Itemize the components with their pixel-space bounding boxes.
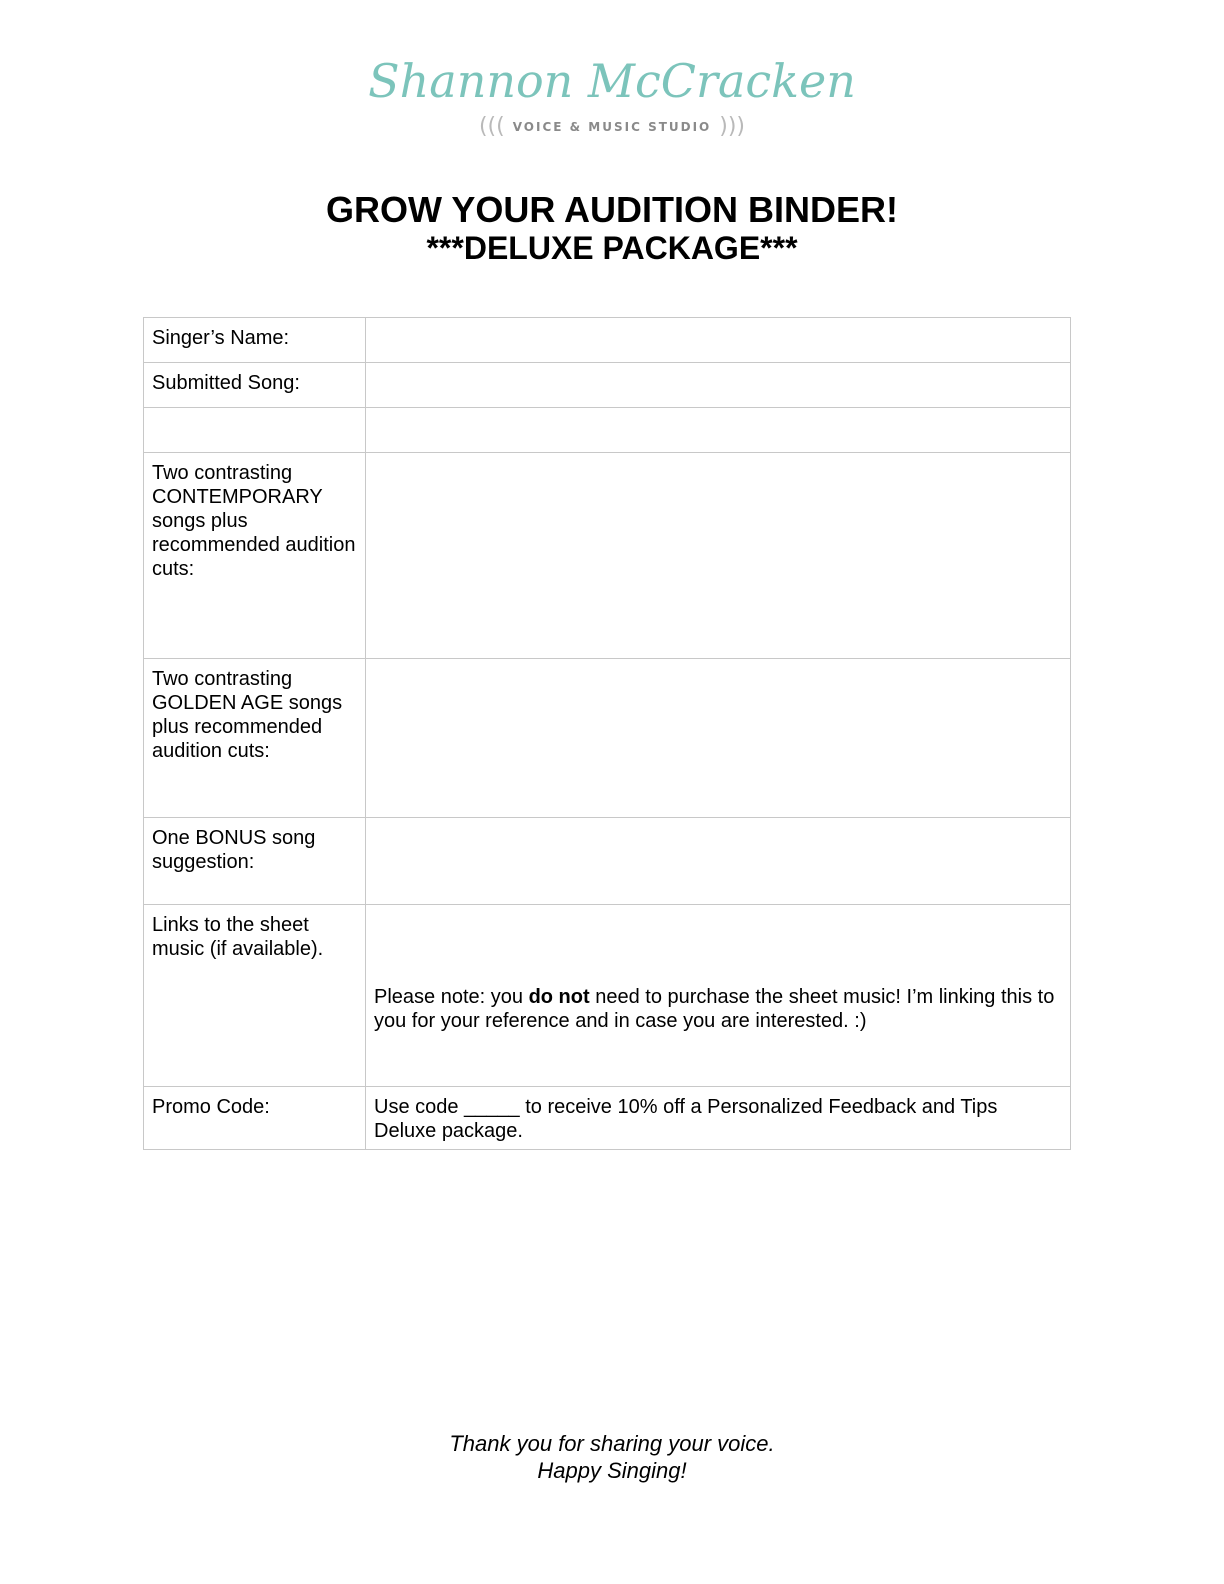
table-row [144, 453, 1071, 659]
footer-message [0, 1430, 1224, 1484]
logo-tagline: VOICE & MUSIC STUDIO [512, 120, 712, 134]
table-row [144, 408, 1071, 453]
golden-age-songs-field[interactable] [366, 659, 1071, 818]
footer-happy-singing: Happy Singing! [537, 1458, 687, 1483]
sheet-music-links-label: Links to the sheet music (if available). [144, 905, 366, 1087]
sound-wave-right-icon: ))) [719, 114, 746, 139]
blank-label [144, 408, 366, 453]
studio-logo [0, 50, 1224, 138]
promo-code-text: Use code _____ to receive 10% off a Personalized Feedback and Tips Deluxe package. [366, 1087, 1071, 1150]
sheet-music-links-field[interactable] [366, 905, 1071, 1087]
golden-age-songs-label: Two contrasting GOLDEN AGE songs plus recommended audition cuts: [144, 659, 366, 818]
bonus-song-field[interactable] [366, 818, 1071, 905]
table-row [144, 1087, 1071, 1150]
promo-code-label: Promo Code: [144, 1087, 366, 1150]
table-row [144, 905, 1071, 1087]
logo-tagline-wrap [479, 116, 745, 138]
logo-script-name: Shannon McCracken [368, 54, 856, 108]
binder-form-table [143, 317, 1071, 1150]
sheet-music-note [374, 985, 1062, 1033]
singer-name-label: Singer’s Name: [144, 318, 366, 363]
blank-field[interactable] [366, 408, 1071, 453]
contemporary-songs-field[interactable] [366, 453, 1071, 659]
bonus-song-label: One BONUS song suggestion: [144, 818, 366, 905]
footer-thank-you: Thank you for sharing your voice. [449, 1431, 775, 1456]
table-row [144, 363, 1071, 408]
note-text-before: Please note: you [374, 986, 529, 1008]
table-row [144, 818, 1071, 905]
page-title: GROW YOUR AUDITION BINDER! [326, 189, 898, 230]
submitted-song-field[interactable] [366, 363, 1071, 408]
table-row [144, 318, 1071, 363]
submitted-song-label: Submitted Song: [144, 363, 366, 408]
note-text-bold: do not [528, 986, 590, 1008]
page-subtitle: ***DELUXE PACKAGE*** [426, 230, 798, 266]
note-text-after: need to purchase the sheet music! I’m linking this to you for your reference and in case you are interested. :) [374, 986, 1055, 1032]
contemporary-songs-label: Two contrasting CONTEMPORARY songs plus recommended audition cuts: [144, 453, 366, 659]
singer-name-field[interactable] [366, 318, 1071, 363]
table-row [144, 659, 1071, 818]
sound-wave-left-icon: ((( [478, 114, 505, 139]
